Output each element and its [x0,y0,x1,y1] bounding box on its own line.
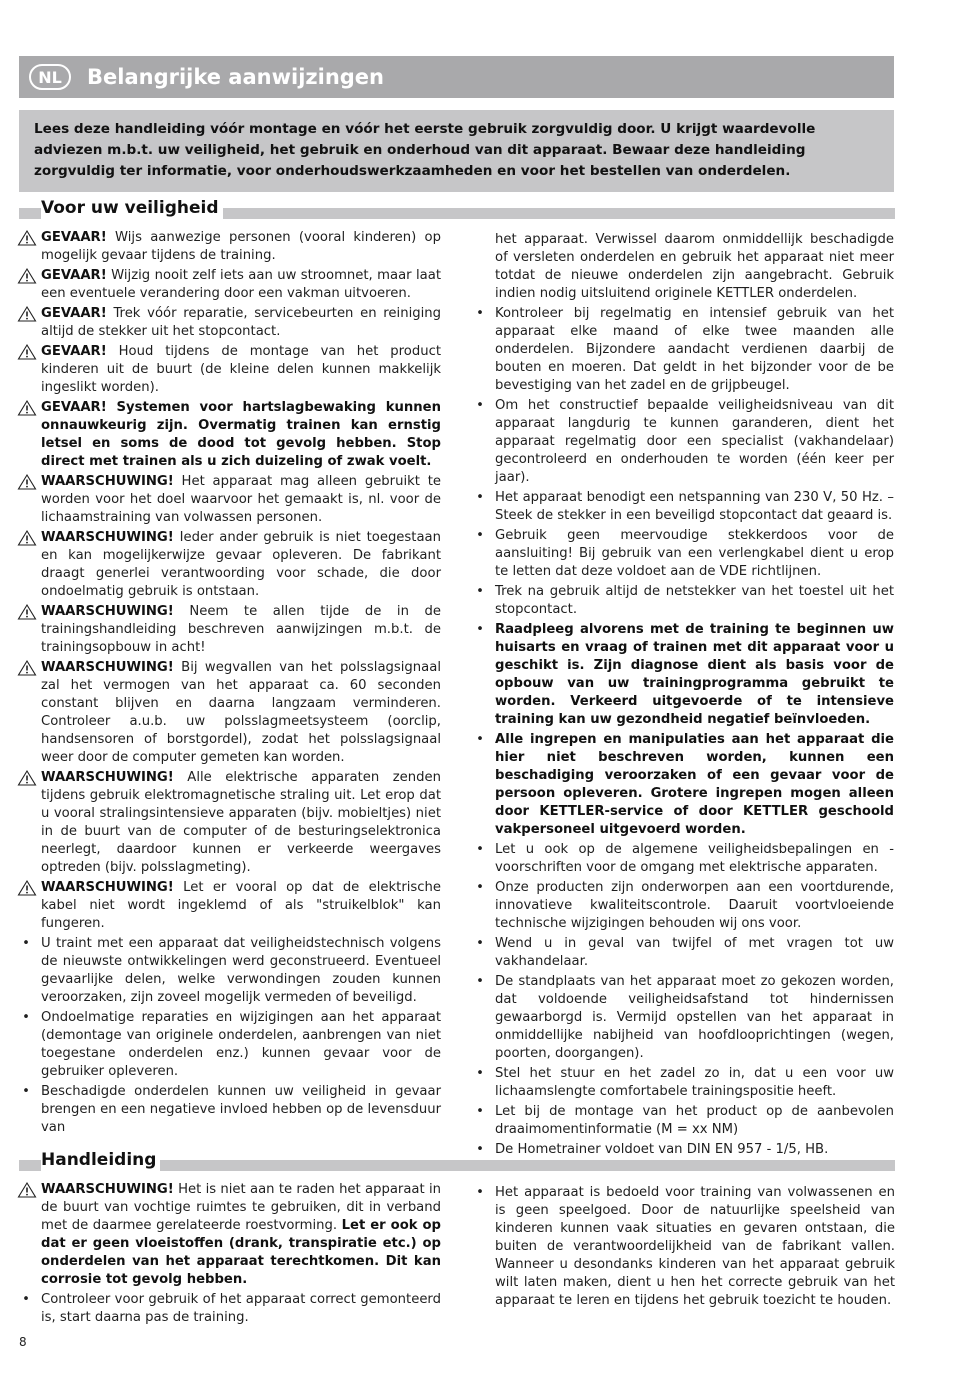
bullet-item [473,1103,894,1139]
warning-item [19,529,441,601]
warning-triangle-icon [17,769,37,787]
bullet-item [473,489,894,525]
bullet-icon: • [476,306,484,321]
warning-label: WAARSCHUWING! [41,660,174,675]
item-text: Om het constructief bepaalde veiligheidsniveau van dit apparaat langdurig te kunnen garanderen, dient het apparaat regelmatig door een specialist (vakhandelaar) gecontroleerd en onderhouden te worden (één keer per jaar). [495,398,894,485]
item-text: De Hometrainer voldoet van DIN EN 957 - 1/5, HB. [495,1142,829,1157]
warning-item [19,473,441,527]
item-text: Trek vóór reparatie, servicebeurten en reiniging altijd de stekker uit het stopcontact. [41,306,441,339]
bullet-item [473,1065,894,1101]
bullet-icon: • [476,974,484,989]
warning-item [19,229,441,265]
bullet-item [473,1184,895,1310]
bullet-item [19,1083,441,1137]
warning-label: WAARSCHUWING! [41,474,174,489]
warning-triangle-icon [17,399,37,417]
item-text: Gebruik geen meervoudige stekkerdoos voor de aansluiting! Bij gebruik van een verlengkabel dient u erop te letten dat deze voldoet aan de VDE richtlijnen. [495,528,894,579]
item-bold-text: Raadpleeg alvorens met de training te beginnen uw huisarts en vraag of trainen met dit apparaat voor u geschikt is. Zijn diagnose dient als basis voor de opbouw van uw trainingprogramma gebruikt te worden. Verkeerd uitgevoerde of te intensieve training kan uw gezondheid negatief beïnvloeden. [495,622,894,727]
item-text: De standplaats van het apparaat moet zo gekozen worden, dat voldoende veiligheidsafstand tot hindernissen gewaarborgd is. Vermijd opstellen van het apparaat in onmiddellijke nabijheid van hoofdlooprichtingen (wegen, poorten, doorgangen). [495,974,894,1061]
item-bold-text: Let er ook op dat er geen vloeistoffen (drank, transpiratie etc.) op onderdelen van het apparaat terechtkomen. Dit kan corrosie tot gevolg hebben. [41,1218,442,1287]
bullet-icon: • [476,880,484,895]
item-text: Het apparaat benodigt een netspanning van 230 V, 50 Hz. – Steek de stekker in een beveiligd stopcontact dat geaard is. [495,490,894,523]
bullet-item [473,527,894,581]
item-text: Let u ook op de algemene veiligheidsbepalingen en -voorschriften voor de omgang met elektrische apparaten. [495,842,894,875]
bullet-item [473,841,894,877]
bullet-icon: • [476,490,484,505]
manual-right-column [473,1184,895,1312]
bullet-item [473,973,894,1063]
warning-item [19,305,441,341]
bullet-item [473,621,894,729]
warning-item [19,659,441,767]
item-bold-text: Alle ingrepen en manipulaties aan het apparaat die hier niet beschreven worden, kunnen een beschadiging veroorzaken of een gevaar voor de persoon opleveren. Grotere ingrepen mogen alleen door KETTLER-service of door KETTLER geschoold vakpersoneel uitgevoerd worden. [495,732,894,837]
bullet-icon: • [22,1010,30,1025]
item-text: Het apparaat mag alleen gebruikt te worden voor het doel waarvoor het gemaakt is, nl. voor de lichaamstraining van volwassen personen. [41,474,441,525]
item-text: U traint met een apparaat dat veiligheidstechnisch volgens de nieuwste ontwikkelingen werd geconstrueerd. Eventueel gevaarlijke delen, welke verwondingen zouden kunnen veroorzaken, zijn zoveel mogelijk vermeden of beveiligd. [41,936,441,1005]
warning-triangle-icon [17,879,37,897]
bullet-icon: • [476,584,484,599]
warning-triangle-icon [17,603,37,621]
warning-item [19,267,441,303]
bullet-icon: • [22,1084,30,1099]
bullet-icon: • [476,622,484,637]
bullet-item [473,583,894,619]
bullet-icon: • [476,398,484,413]
manual-left-column [19,1181,441,1329]
warning-triangle-icon [17,473,37,491]
warning-triangle-icon [17,1181,37,1199]
warning-triangle-icon [17,659,37,677]
warning-label: GEVAAR! [41,268,107,283]
item-bold-text: Systemen voor hartslagbewaking kunnen onnauwkeurig zijn. Overmatig trainen kan ernstig letsel en soms de dood tot gevolg hebben. Stop direct met trainen als u zich duizeling of zwak voelt. [41,400,441,469]
warning-label: WAARSCHUWING! [41,770,174,785]
page-number: 8 [19,1335,27,1349]
safety-right-column [473,231,894,1161]
item-text: Controleer voor gebruik of het apparaat correct gemonteerd is, start daarna pas de training. [41,1292,441,1325]
warning-item [19,879,441,933]
item-text: Let er vooral op dat de elektrische kabel niet wordt ingeklemd of als "struikelblok" kan fungeren. [41,880,441,931]
bullet-icon: • [22,936,30,951]
item-text: het apparaat. Verwissel daarom onmiddellijk beschadigde of versleten onderdelen en gebruik het apparaat niet meer totdat de nieuwe onderdelen zijn aangebracht. Gebruik indien nodig uitsluitend originele KETTLER onderdelen. [495,232,894,301]
warning-label: WAARSCHUWING! [41,1182,174,1197]
bullet-icon: • [22,1292,30,1307]
bullet-icon: • [476,936,484,951]
section-title: Voor uw veiligheid [41,196,223,220]
warning-label: WAARSCHUWING! [41,530,174,545]
bullet-icon: • [476,1185,484,1200]
bullet-item [19,1009,441,1081]
bullet-item [19,935,441,1007]
item-text: Beschadigde onderdelen kunnen uw veiligheid in gevaar brengen en een negatieve invloed hebben op de levensduur van [41,1084,441,1135]
item-text: Houd tijdens de montage van het product kinderen uit de buurt (de kleine delen kunnen makkelijk ingeslikt worden). [41,344,441,395]
bullet-item [473,305,894,395]
item-text: Wijs aanwezige personen (vooral kinderen) op mogelijk gevaar tijdens de training. [41,230,441,263]
item-text: Het is niet aan te raden het apparaat in de buurt van vochtige ruimtes te gebruiken, dit in verband met de daarmee gerelateerde roestvorming. [41,1182,441,1233]
item-text: Ieder ander gebruik is niet toegestaan en kan mogelijkerwijze gevaar opleveren. De fabrikant draagt generlei verantwoording voor schade, die door ondoelmatig gebruik is ontstaan. [41,530,441,599]
intro-box: Lees deze handleiding vóór montage en vóór het eerste gebruik zorgvuldig door. U krijgt waardevolle adviezen m.b.t. uw veiligheid, het gebruik en onderhoud van dit apparaat. Bewaar deze handleiding zorgvuldig ter informatie, voor onderhoudswerkzaamheden en voor het bestellen van onderdelen. [19,110,894,192]
title-bar [19,56,894,98]
item-text: Bij wegvallen van het polsslagsignaal zal het vermogen van het apparaat ca. 60 seconden constant blijven en daarna langzaam verminderen. Controleer a.u.b. uw polsslagmeetsysteem (oorclip, handsensoren of borstgordel), zodat het polsslagsignaal weer door de computer gemeten kan worden. [41,660,441,765]
warning-label: WAARSCHUWING! [41,880,174,895]
warning-triangle-icon [17,529,37,547]
bullet-icon: • [476,1066,484,1081]
warning-item [19,343,441,397]
item-text: Trek na gebruik altijd de netstekker van het toestel uit het stopcontact. [495,584,894,617]
warning-label: GEVAAR! [41,400,107,415]
item-text: Wend u in geval van twijfel of met vragen tot uw vakhandelaar. [495,936,894,969]
bullet-item [473,879,894,933]
item-text: Stel het stuur en het zadel zo in, dat u een voor uw lichaamslengte comfortabele trainingspositie heeft. [495,1066,894,1099]
item-text: Wijzig nooit zelf iets aan uw stroomnet, maar laat een eventuele verandering door een vakman uitvoeren. [41,268,441,301]
item-text: Onze producten zijn onderworpen aan een voortdurende, innovatieve kwaliteitscontrole. Daaruit voortvloeiende technische wijzigingen behouden wij ons voor. [495,880,894,931]
page-title: Belangrijke aanwijzingen [87,65,384,89]
item-text: Alle elektrische apparaten zenden tijdens gebruik elektromagnetische straling uit. Let erop dat u vooral stralingsintensieve apparaten (bijv. mobieltjes) niet in de buurt van de computer of de besturingselektronica neerlegt, daardoor kunnen er verkeerde weergaves optreden (bijv. polsslagmeting). [41,770,441,875]
bullet-icon: • [476,1104,484,1119]
bullet-icon: • [476,842,484,857]
bullet-icon: • [476,732,484,747]
warning-label: GEVAAR! [41,230,107,245]
section-header-safety [19,198,895,226]
language-badge: NL [29,64,71,90]
warning-label: WAARSCHUWING! [41,604,174,619]
warning-triangle-icon [17,267,37,285]
item-text: Let bij de montage van het product op de aanbevolen draaimomentinformatie (M = xx NM) [495,1104,894,1137]
warning-item [19,603,441,657]
bullet-icon: • [476,528,484,543]
bullet-icon: • [476,1142,484,1157]
section-title: Handleiding [41,1148,160,1172]
bullet-item [19,1291,441,1327]
item-text: Ondoelmatige reparaties en wijzigingen aan het apparaat (demontage van originele onderdelen, aanbrengen van niet toegestane onderdelen enz.) kunnen gevaar voor de gebruiker opleveren. [41,1010,441,1079]
safety-left-column [19,229,441,1139]
warning-item [19,769,441,877]
item-text: Het apparaat is bedoeld voor training van volwassenen en is geen speelgoed. Door de natuurlijke speelsheid van kinderen kunnen vaak situaties en gevaren ontstaan, die buiten de verantwoordelijkheid van de fabrikant vallen. Wanneer u desondanks kinderen van het apparaat gebruik wilt laten maken, dient u hen het correcte gebruik van het apparaat te leren en tijdens het gebruik toezicht te houden. [495,1185,895,1308]
warning-triangle-icon [17,343,37,361]
bullet-item [473,397,894,487]
bullet-item [473,731,894,839]
warning-label: GEVAAR! [41,344,107,359]
paragraph [473,231,894,303]
warning-triangle-icon [17,229,37,247]
bullet-item [473,935,894,971]
warning-triangle-icon [17,305,37,323]
warning-item [19,399,441,471]
item-text: Kontroleer bij regelmatig en intensief gebruik van het apparaat elke maand of elke twee maanden alle onderdelen. Bijzondere aandacht verdienen daarbij de bouten en moeren. Dat geldt in het bijzonder voor de be bevestiging van het zadel en de grijpbeugel. [495,306,894,393]
section-header-manual [19,1150,895,1178]
warning-label: GEVAAR! [41,306,107,321]
item-text: Neem te allen tijde de in de trainingshandleiding beschreven aanwijzingen m.b.t. de trainingsopbouw in acht! [41,604,441,655]
warning-item [19,1181,441,1289]
